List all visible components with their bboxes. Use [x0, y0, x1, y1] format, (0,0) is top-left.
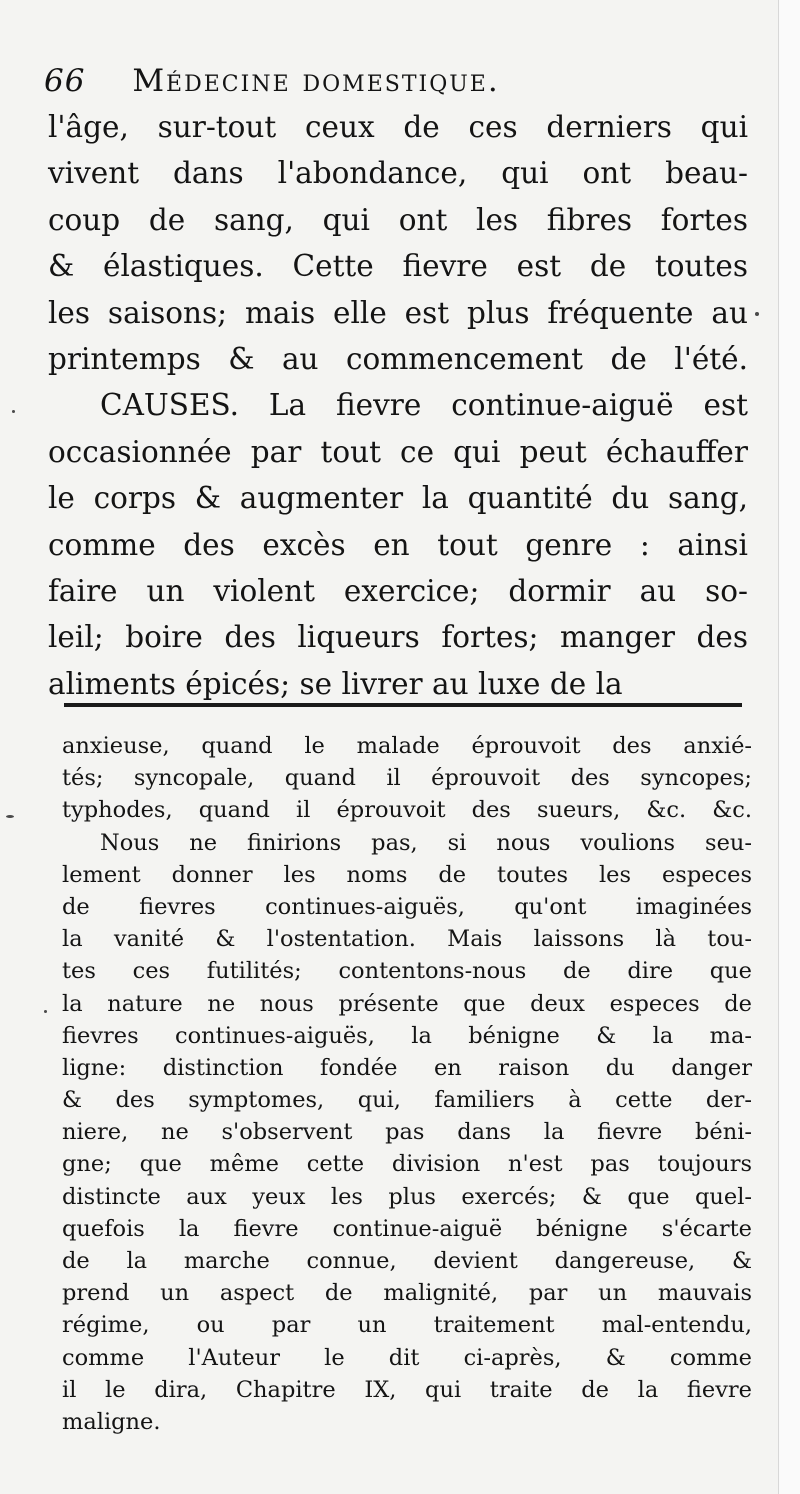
footnote-block	[62, 730, 752, 1438]
note-line: de fievres continues-aiguës, qu'ont imaginées	[62, 893, 752, 920]
note-line: comme l'Auteur le dit ci-après, & comme	[62, 1344, 752, 1371]
main-line: comme des excès en tout genre : ainsi	[48, 527, 748, 562]
main-line: l'âge, sur-tout ceux de ces derniers qui	[48, 110, 748, 144]
main-line: le corps & augmenter la quantité du sang,	[48, 481, 748, 516]
note-line: la vanité & l'ostentation. Mais laissons là tou-	[62, 926, 752, 953]
note-line: distincte aux yeux les plus exercés; & que quel-	[62, 1183, 752, 1210]
main-line: & élastiques. Cette fievre est de toutes	[48, 249, 748, 284]
note-line: il le dira, Chapitre IX, qui traite de la fievre	[62, 1376, 752, 1403]
print-speck	[755, 312, 759, 316]
print-speck	[12, 410, 15, 413]
main-line: occasionnée par tout ce qui peut échauffer	[48, 434, 748, 469]
main-line: coup de sang, qui ont les fibres fortes	[48, 202, 748, 237]
note-line: quefois la fievre continue-aiguë bénigne s'écarte	[62, 1215, 752, 1242]
main-line: faire un violent exercice; dormir au so-	[48, 573, 748, 608]
note-line: lement donner les noms de toutes les especes	[62, 861, 752, 888]
note-line: anxieuse, quand le malade éprouvoit des anxié-	[62, 733, 752, 759]
page-number: 66	[44, 63, 86, 99]
note-line: maligne.	[62, 1408, 161, 1435]
main-line: vivent dans l'abondance, qui ont beau-	[48, 156, 748, 191]
main-line: leil; boire des liqueurs fortes; manger des	[48, 620, 748, 655]
note-line: régime, ou par un traitement mal-entendu,	[62, 1312, 752, 1339]
note-line: typhodes, quand il éprouvoit des sueurs, &c. &c.	[62, 797, 752, 824]
note-line: niere, ne s'observent pas dans la fievre béni-	[62, 1119, 752, 1146]
running-title: Médecine domestique.	[132, 63, 500, 99]
page-edge	[778, 0, 800, 1494]
print-speck	[44, 1010, 47, 1013]
page-header	[44, 58, 744, 108]
note-line: tes ces futilités; contentons-nous de dire que	[62, 958, 752, 985]
main-line: CAUSES. La fievre continue-aiguë est	[100, 388, 748, 423]
note-line: & des symptomes, qui, familiers à cette der-	[62, 1087, 752, 1114]
print-speck	[6, 815, 14, 818]
note-line: ligne: distinction fondée en raison du danger	[62, 1054, 752, 1081]
note-line: gne; que même cette division n'est pas toujours	[62, 1151, 752, 1178]
main-line: printemps & au commencement de l'été.	[48, 341, 748, 376]
footnote-divider	[64, 703, 742, 707]
note-line: fievres continues-aiguës, la bénigne & la ma-	[62, 1022, 752, 1049]
note-line: la nature ne nous présente que deux especes de	[62, 990, 752, 1017]
note-line: prend un aspect de malignité, par un mauvais	[62, 1280, 752, 1307]
note-line: tés; syncopale, quand il éprouvoit des syncopes;	[62, 765, 752, 792]
main-text-block	[48, 104, 748, 707]
note-line: Nous ne finirions pas, si nous voulions seu-	[100, 829, 752, 856]
note-line: de la marche connue, devient dangereuse, &	[62, 1248, 752, 1274]
main-line: les saisons; mais elle est plus fréquente au	[48, 295, 748, 330]
main-line: aliments épicés; se livrer au luxe de la	[48, 666, 623, 701]
